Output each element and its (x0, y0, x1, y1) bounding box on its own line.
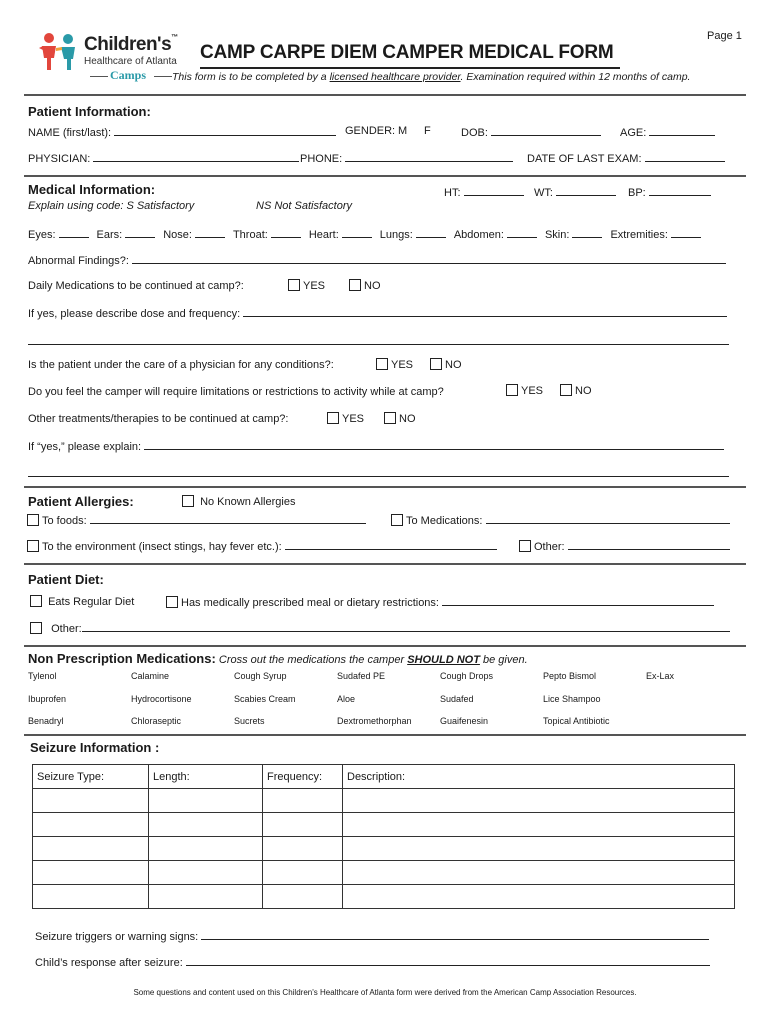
triggers-row (35, 929, 709, 943)
medication-item[interactable]: Calamine (131, 671, 170, 681)
wt-field[interactable] (556, 185, 616, 196)
checkbox[interactable] (376, 358, 388, 370)
medication-item[interactable]: Lice Shampoo (543, 694, 601, 704)
checkbox[interactable] (327, 412, 339, 424)
medication-item[interactable]: Aloe (337, 694, 356, 704)
wt-row (534, 185, 616, 199)
checkbox[interactable] (519, 540, 531, 552)
page-number: Page 1 (707, 30, 742, 42)
medications-allergy-label: To Medications: (406, 515, 483, 527)
explain-row (28, 439, 724, 453)
prescribed-diet-field[interactable] (442, 595, 714, 606)
table-cell[interactable] (149, 885, 263, 909)
exam-item-label: Lungs: (379, 229, 413, 241)
table-cell[interactable] (149, 813, 263, 837)
medication-item[interactable]: Topical Antibiotic (543, 716, 610, 726)
description-header: Description: (343, 765, 735, 789)
form-title: CAMP CARPE DIEM CAMPER MEDICAL FORM (200, 42, 614, 63)
table-row (33, 813, 735, 837)
medication-item[interactable]: Chloraseptic (131, 716, 182, 726)
other-diet-label: Other: (51, 623, 82, 635)
exam-item-heart (309, 229, 372, 241)
table-cell[interactable] (33, 789, 149, 813)
exam-item-field[interactable] (416, 227, 446, 238)
limitations-yes[interactable]: YES (506, 384, 543, 397)
form-subtitle: This form is to be completed by a licensed healthcare provider. Examination required within 12 months of camp. (172, 71, 691, 83)
exam-item-extremities (610, 229, 700, 241)
non-prescription-title: Non Prescription Medications: (28, 651, 216, 666)
exam-item-lungs (380, 229, 446, 241)
medication-item[interactable]: Hydrocortisone (131, 694, 192, 704)
medication-item[interactable]: Cough Drops (440, 671, 494, 681)
exam-item-field[interactable] (572, 227, 602, 238)
abnormal-field[interactable] (132, 253, 726, 264)
table-cell[interactable] (33, 813, 149, 837)
response-label: Child’s response after seizure: (35, 957, 183, 969)
medication-item[interactable]: Ibuprofen (28, 694, 67, 704)
code-explain: Explain using code: S Satisfactory (28, 200, 195, 212)
dose-field[interactable] (243, 306, 727, 317)
environment-row (27, 539, 497, 553)
exam-item-label: Eyes: (28, 229, 56, 241)
exam-item-nose (163, 229, 225, 241)
phone-row (300, 151, 513, 165)
prescribed-diet-row (166, 595, 714, 609)
bp-field[interactable] (649, 185, 711, 196)
exam-item-field[interactable] (195, 227, 225, 238)
triggers-field[interactable] (201, 929, 709, 940)
physician-care-question: Is the patient under the care of a physician for any conditions?: (28, 359, 334, 371)
exam-item-field[interactable] (671, 227, 701, 238)
age-label: AGE: (620, 127, 647, 139)
limitations-no[interactable]: NO (560, 384, 592, 397)
checkbox[interactable] (506, 384, 518, 396)
section-divider (24, 486, 746, 488)
foods-row (27, 513, 366, 527)
seizure-title: Seizure Information : (30, 740, 160, 755)
name-row (28, 125, 336, 139)
logo-name: Children's (84, 34, 172, 55)
age-field[interactable] (649, 125, 715, 136)
medication-item[interactable]: Cough Syrup (234, 671, 287, 681)
table-cell[interactable] (343, 885, 735, 909)
daily-meds-no[interactable]: NO (349, 279, 381, 292)
dob-label: DOB: (461, 127, 488, 139)
physician-label: PHYSICIAN: (28, 153, 91, 165)
exam-item-label: Nose: (163, 229, 192, 241)
environment-label: To the environment (insect stings, hay fever etc.): (42, 541, 282, 553)
no-known-allergies[interactable]: No Known Allergies (182, 495, 295, 508)
last-exam-label: DATE OF LAST EXAM: (527, 153, 642, 165)
non-prescription-instr: Cross out the medications the camper (215, 654, 408, 666)
seizure-type-header: Seizure Type: (33, 765, 149, 789)
ht-field[interactable] (464, 185, 524, 196)
seizure-table (32, 764, 735, 909)
other-allergy-row (519, 539, 730, 553)
daily-meds-yes[interactable]: YES (288, 279, 325, 292)
phone-field[interactable] (345, 151, 513, 162)
table-row (33, 789, 735, 813)
logo-tm: ™ (171, 34, 178, 41)
medication-item[interactable]: Dextromethorphan (337, 716, 412, 726)
checkbox[interactable] (166, 596, 178, 608)
ht-row (444, 185, 524, 199)
last-exam-field[interactable] (645, 151, 725, 162)
medication-item[interactable]: Sucrets (234, 716, 265, 726)
gender-f-option[interactable]: F (424, 125, 431, 137)
exam-item-abdomen (454, 229, 537, 241)
explain-label: If “yes,” please explain: (28, 441, 142, 453)
logo-camps-rule-left (90, 76, 108, 77)
exam-item-throat (233, 229, 301, 241)
name-label: NAME (first/last): (28, 127, 112, 139)
physician-row (28, 151, 299, 165)
section-divider (24, 734, 746, 736)
gender-m-option[interactable]: M (398, 125, 408, 137)
medication-item[interactable]: Tylenol (28, 671, 57, 681)
children-figures-icon (38, 32, 82, 72)
physician-care-no[interactable]: NO (430, 358, 462, 371)
abnormal-row (28, 253, 726, 267)
exam-item-label: Heart: (308, 229, 339, 241)
age-row (620, 125, 715, 139)
exam-item-skin (545, 229, 602, 241)
exam-row (28, 227, 709, 241)
explain-field[interactable] (144, 439, 724, 450)
medications-allergy-row (391, 513, 730, 527)
medication-item[interactable]: Sudafed PE (337, 671, 386, 681)
medication-item[interactable]: Guaifenesin (440, 716, 489, 726)
foods-label: To foods: (42, 515, 87, 527)
last-exam-row (527, 151, 725, 165)
section-divider (24, 175, 746, 177)
table-row (33, 837, 735, 861)
environment-field[interactable] (285, 539, 497, 550)
dob-field[interactable] (491, 125, 601, 136)
table-cell[interactable] (343, 837, 735, 861)
other-allergy-field[interactable] (568, 539, 730, 550)
gender-label: GENDER: (345, 125, 396, 137)
abnormal-label: Abnormal Findings?: (28, 255, 129, 267)
explain-field-line2[interactable] (28, 476, 729, 477)
other-diet-row (30, 621, 730, 635)
table-cell[interactable] (263, 813, 343, 837)
table-cell[interactable] (343, 789, 735, 813)
limitations-question: Do you feel the camper will require limitations or restrictions to activity while at camp? (28, 386, 444, 398)
exam-item-label: Abdomen: (453, 229, 504, 241)
table-row (33, 885, 735, 909)
logo-camps: Camps (110, 68, 147, 82)
table-cell[interactable] (343, 813, 735, 837)
table-cell[interactable] (33, 837, 149, 861)
medication-item[interactable]: Pepto Bismol (543, 671, 597, 681)
wt-label: WT: (534, 187, 553, 199)
checkbox[interactable] (349, 279, 361, 291)
exam-item-field[interactable] (125, 227, 155, 238)
table-cell[interactable] (149, 789, 263, 813)
ht-label: HT: (444, 187, 461, 199)
dose-label: If yes, please describe dose and frequency: (28, 308, 241, 320)
phone-label: PHONE: (300, 153, 343, 165)
section-divider (24, 645, 746, 647)
response-field[interactable] (186, 955, 710, 966)
logo-subtitle: Healthcare of Atlanta (84, 56, 177, 67)
bp-row (628, 185, 711, 199)
table-cell[interactable] (343, 861, 735, 885)
exam-item-label: Extremities: (610, 229, 668, 241)
table-cell[interactable] (263, 885, 343, 909)
exam-item-eyes (28, 229, 89, 241)
treatments-yes[interactable]: YES (327, 412, 364, 425)
exam-item-field[interactable] (507, 227, 537, 238)
medication-item[interactable]: Ex-Lax (646, 671, 675, 681)
medication-item[interactable]: Benadryl (28, 716, 64, 726)
footer-note: Some questions and content used on this Children's Healthcare of Atlanta form were derived from the American Camp Association Resources. (133, 988, 637, 997)
dose-row (28, 306, 727, 320)
exam-item-field[interactable] (271, 227, 301, 238)
foods-field[interactable] (90, 513, 366, 524)
exam-item-label: Skin: (544, 229, 570, 241)
medications-allergy-field[interactable] (486, 513, 730, 524)
exam-item-field[interactable] (59, 227, 89, 238)
checkbox[interactable] (288, 279, 300, 291)
table-cell[interactable] (149, 861, 263, 885)
physician-care-yes[interactable]: YES (376, 358, 413, 371)
medication-item[interactable]: Sudafed (440, 694, 474, 704)
checkbox[interactable] (30, 622, 42, 634)
dob-row (461, 125, 601, 139)
bp-label: BP: (628, 187, 646, 199)
table-row (33, 765, 735, 789)
checkbox[interactable] (27, 540, 39, 552)
allergies-title: Patient Allergies: (28, 494, 134, 509)
medication-item[interactable]: Scabies Cream (234, 694, 296, 704)
checkbox[interactable] (560, 384, 572, 396)
frequency-header: Frequency: (263, 765, 343, 789)
other-diet-field[interactable] (82, 621, 730, 632)
dose-field-line2[interactable] (28, 344, 729, 345)
length-header: Length: (149, 765, 263, 789)
licensed-provider-text: licensed healthcare provider (329, 71, 461, 83)
table-cell[interactable] (149, 837, 263, 861)
treatments-question: Other treatments/therapies to be continued at camp?: (28, 413, 289, 425)
medical-info-title: Medical Information: (28, 182, 156, 197)
daily-meds-question: Daily Medications to be continued at camp?: (28, 280, 244, 292)
triggers-label: Seizure triggers or warning signs: (35, 931, 199, 943)
logo-camps-rule-right (154, 76, 172, 77)
response-row (35, 955, 710, 969)
should-not-text: SHOULD NOT (407, 654, 480, 666)
exam-item-label: Ears: (96, 229, 123, 241)
table-cell[interactable] (33, 861, 149, 885)
checkbox[interactable] (30, 595, 42, 607)
section-divider (24, 563, 746, 565)
table-cell[interactable] (263, 837, 343, 861)
non-prescription-header: Non Prescription Medications: Cross out the medications the camper SHOULD NOT be given. (28, 651, 528, 666)
checkbox[interactable] (384, 412, 396, 424)
patient-info-title: Patient Information: (28, 104, 151, 119)
section-divider (24, 94, 746, 96)
exam-item-ears (97, 229, 156, 241)
name-field[interactable] (114, 125, 336, 136)
table-cell[interactable] (263, 861, 343, 885)
table-row (33, 861, 735, 885)
logo (38, 30, 188, 86)
treatments-no[interactable]: NO (384, 412, 416, 425)
prescribed-diet-label: Has medically prescribed meal or dietary restrictions: (181, 597, 439, 609)
diet-title: Patient Diet: (28, 572, 104, 587)
code-ns: NS Not Satisfactory (256, 200, 352, 212)
title-underline (200, 67, 620, 69)
checkbox[interactable] (27, 514, 39, 526)
checkbox[interactable] (182, 495, 194, 507)
physician-field[interactable] (93, 151, 299, 162)
checkbox[interactable] (391, 514, 403, 526)
other-allergy-label: Other: (534, 541, 565, 553)
regular-diet-option[interactable]: Eats Regular Diet (30, 595, 134, 608)
checkbox[interactable] (430, 358, 442, 370)
exam-item-label: Throat: (232, 229, 268, 241)
table-cell[interactable] (33, 885, 149, 909)
exam-item-field[interactable] (342, 227, 372, 238)
table-cell[interactable] (263, 789, 343, 813)
